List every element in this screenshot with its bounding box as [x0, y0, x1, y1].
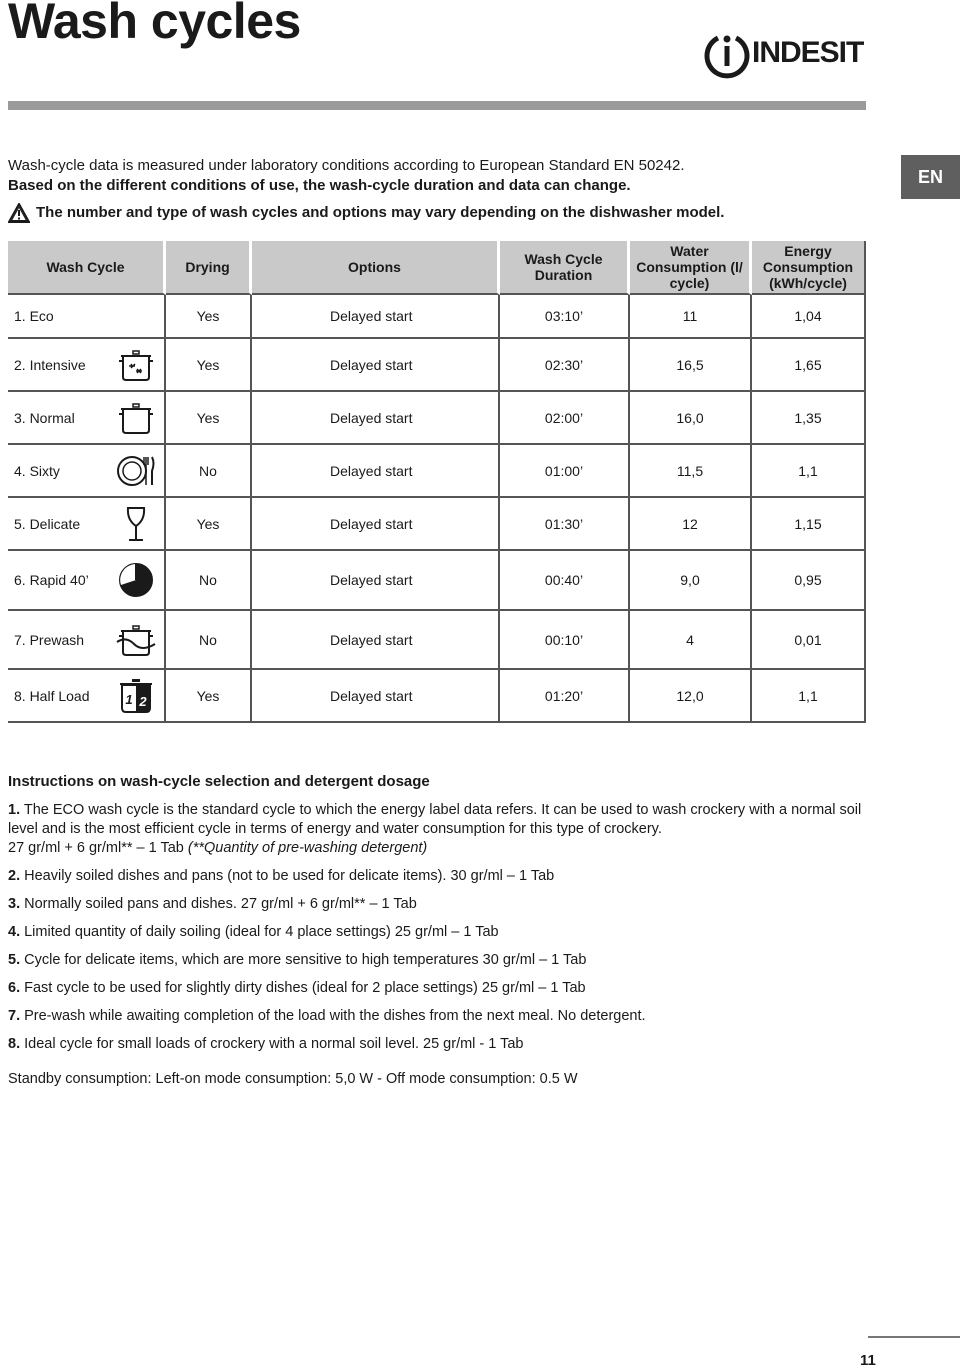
- water-cell: 12: [630, 498, 752, 551]
- drying-cell: Yes: [166, 498, 252, 551]
- water-cell: 4: [630, 611, 752, 670]
- cycle-cell: [8, 551, 166, 611]
- cycle-cell: [8, 392, 166, 445]
- indesit-emblem-icon: [704, 30, 750, 80]
- instruction-item: 6. Fast cycle to be used for slightly dirty dishes (ideal for 2 place settings) 25 gr/ml – 1 Tab: [8, 980, 586, 996]
- instruction-item: 7. Pre-wash while awaiting completion of the load with the dishes from the next meal. No detergent.: [8, 1008, 646, 1024]
- cycle-name: 7. Prewash: [14, 631, 85, 648]
- drying-cell: Yes: [166, 392, 252, 445]
- warning-text: The number and type of wash cycles and options may vary depending on the dishwasher model.: [36, 204, 725, 221]
- energy-cell: 0,95: [752, 551, 866, 611]
- duration-cell: 02:00’: [500, 392, 630, 445]
- instruction-item: 4. Limited quantity of daily soiling (ideal for 4 place settings) 25 gr/ml – 1 Tab: [8, 924, 499, 940]
- options-cell: Delayed start: [252, 295, 500, 339]
- energy-cell: 1,1: [752, 445, 866, 498]
- duration-cell: 02:30’: [500, 339, 630, 392]
- cycle-name: 2. Intensive: [14, 356, 86, 373]
- energy-cell: 1,1: [752, 670, 866, 723]
- half-load-one: 1: [125, 691, 133, 707]
- cycle-cell: [8, 611, 166, 670]
- table-row: [8, 551, 866, 611]
- cycle-name: 6. Rapid 40’: [14, 572, 89, 588]
- table-row: [8, 670, 866, 723]
- intro-line-2: Based on the different conditions of use, the wash-cycle duration and data can change.: [8, 177, 631, 194]
- intro-text: [8, 156, 724, 223]
- footer-divider: [868, 1336, 960, 1338]
- language-tab: EN: [901, 155, 960, 199]
- energy-cell: 1,35: [752, 392, 866, 445]
- header-options: Options: [252, 241, 500, 295]
- table-header-row: [8, 241, 866, 295]
- pot-wave-icon: [116, 620, 156, 660]
- brand-logo: [704, 30, 870, 80]
- duration-cell: 01:30’: [500, 498, 630, 551]
- standby-consumption: Standby consumption: Left-on mode consumption: 5,0 W - Off mode consumption: 0.5 W: [8, 1071, 578, 1087]
- options-cell: Delayed start: [252, 611, 500, 670]
- table-row: [8, 498, 866, 551]
- pot-icon: [116, 398, 156, 438]
- energy-cell: 1,15: [752, 498, 866, 551]
- instruction-item: 8. Ideal cycle for small loads of crockery with a normal soil level. 25 gr/ml - 1 Tab: [8, 1036, 524, 1052]
- cycle-cell: [8, 498, 166, 551]
- drying-cell: No: [166, 551, 252, 611]
- cycle-name: 5. Delicate: [14, 515, 81, 532]
- options-cell: Delayed start: [252, 339, 500, 392]
- options-cell: Delayed start: [252, 445, 500, 498]
- water-cell: 16,5: [630, 339, 752, 392]
- intro-line-1: Wash-cycle data is measured under laboratory conditions according to European Standard EN 50242.: [8, 157, 685, 174]
- duration-cell: 01:00’: [500, 445, 630, 498]
- instructions-title: Instructions on wash-cycle selection and detergent dosage: [8, 773, 430, 790]
- instruction-item: 5. Cycle for delicate items, which are more sensitive to high temperatures 30 gr/ml – 1 Tab: [8, 952, 587, 968]
- cycle-cell: [8, 445, 166, 498]
- header-duration: Wash Cycle Duration: [500, 241, 630, 295]
- instruction-item: 3. Normally soiled pans and dishes. 27 gr/ml + 6 gr/ml** – 1 Tab: [8, 896, 417, 912]
- water-cell: 12,0: [630, 670, 752, 723]
- table-row: [8, 611, 866, 670]
- cycle-name: 1. Eco: [14, 308, 54, 324]
- header-water: Water Consumption (l/ cycle): [630, 241, 752, 295]
- cycle-name: 3. Normal: [14, 409, 75, 426]
- duration-cell: 01:20’: [500, 670, 630, 723]
- header-divider: [8, 101, 866, 110]
- header-drying: Drying: [166, 241, 252, 295]
- page-number: 11: [860, 1352, 876, 1369]
- header-energy: Energy Consumption (kWh/cycle): [752, 241, 866, 295]
- half-load-icon: [116, 676, 156, 716]
- clock-quarter-icon: [116, 560, 156, 600]
- water-cell: 11: [630, 295, 752, 339]
- options-cell: Delayed start: [252, 670, 500, 723]
- warning-triangle-icon: [8, 203, 30, 223]
- water-cell: 11,5: [630, 445, 752, 498]
- cycle-name: 4. Sixty: [14, 462, 60, 479]
- drying-cell: Yes: [166, 339, 252, 392]
- page-title: Wash cycles: [8, 0, 301, 49]
- wash-cycles-table: [8, 241, 866, 723]
- header-wash-cycle: Wash Cycle: [8, 241, 166, 295]
- drying-cell: Yes: [166, 295, 252, 339]
- instruction-item: 2. Heavily soiled dishes and pans (not to be used for delicate items). 30 gr/ml – 1 Tab: [8, 868, 555, 884]
- options-cell: Delayed start: [252, 551, 500, 611]
- half-load-two: 2: [139, 693, 147, 709]
- wine-glass-icon: [116, 504, 156, 544]
- water-cell: 9,0: [630, 551, 752, 611]
- table-row: [8, 445, 866, 498]
- instruction-item: 1. The ECO wash cycle is the standard cycle to which the energy label data refers. It can be used to wash crockery with a normal soil level and is the most efficient cycle in terms of energy and water consumption for this type of crockery. 27 gr/ml + 6 gr/ml** – 1 Tab (**Quantity of pre-washing detergent): [8, 802, 862, 856]
- warning-note: [8, 203, 724, 223]
- plate-cutlery-icon: [116, 451, 156, 491]
- options-cell: Delayed start: [252, 392, 500, 445]
- table-row: [8, 295, 866, 339]
- drying-cell: No: [166, 611, 252, 670]
- water-cell: 16,0: [630, 392, 752, 445]
- duration-cell: 00:10’: [500, 611, 630, 670]
- table-row: [8, 392, 866, 445]
- options-cell: Delayed start: [252, 498, 500, 551]
- energy-cell: 1,65: [752, 339, 866, 392]
- cycle-cell: [8, 670, 166, 723]
- table-row: [8, 339, 866, 392]
- drying-cell: Yes: [166, 670, 252, 723]
- pot-sparkle-icon: [116, 345, 156, 385]
- energy-cell: 0,01: [752, 611, 866, 670]
- duration-cell: 00:40’: [500, 551, 630, 611]
- cycle-cell: [8, 295, 166, 339]
- drying-cell: No: [166, 445, 252, 498]
- cycle-cell: [8, 339, 166, 392]
- energy-cell: 1,04: [752, 295, 866, 339]
- cycle-name: 8. Half Load: [14, 687, 90, 704]
- instructions-section: [8, 772, 878, 1089]
- duration-cell: 03:10’: [500, 295, 630, 339]
- brand-name: INDESIT: [752, 36, 864, 69]
